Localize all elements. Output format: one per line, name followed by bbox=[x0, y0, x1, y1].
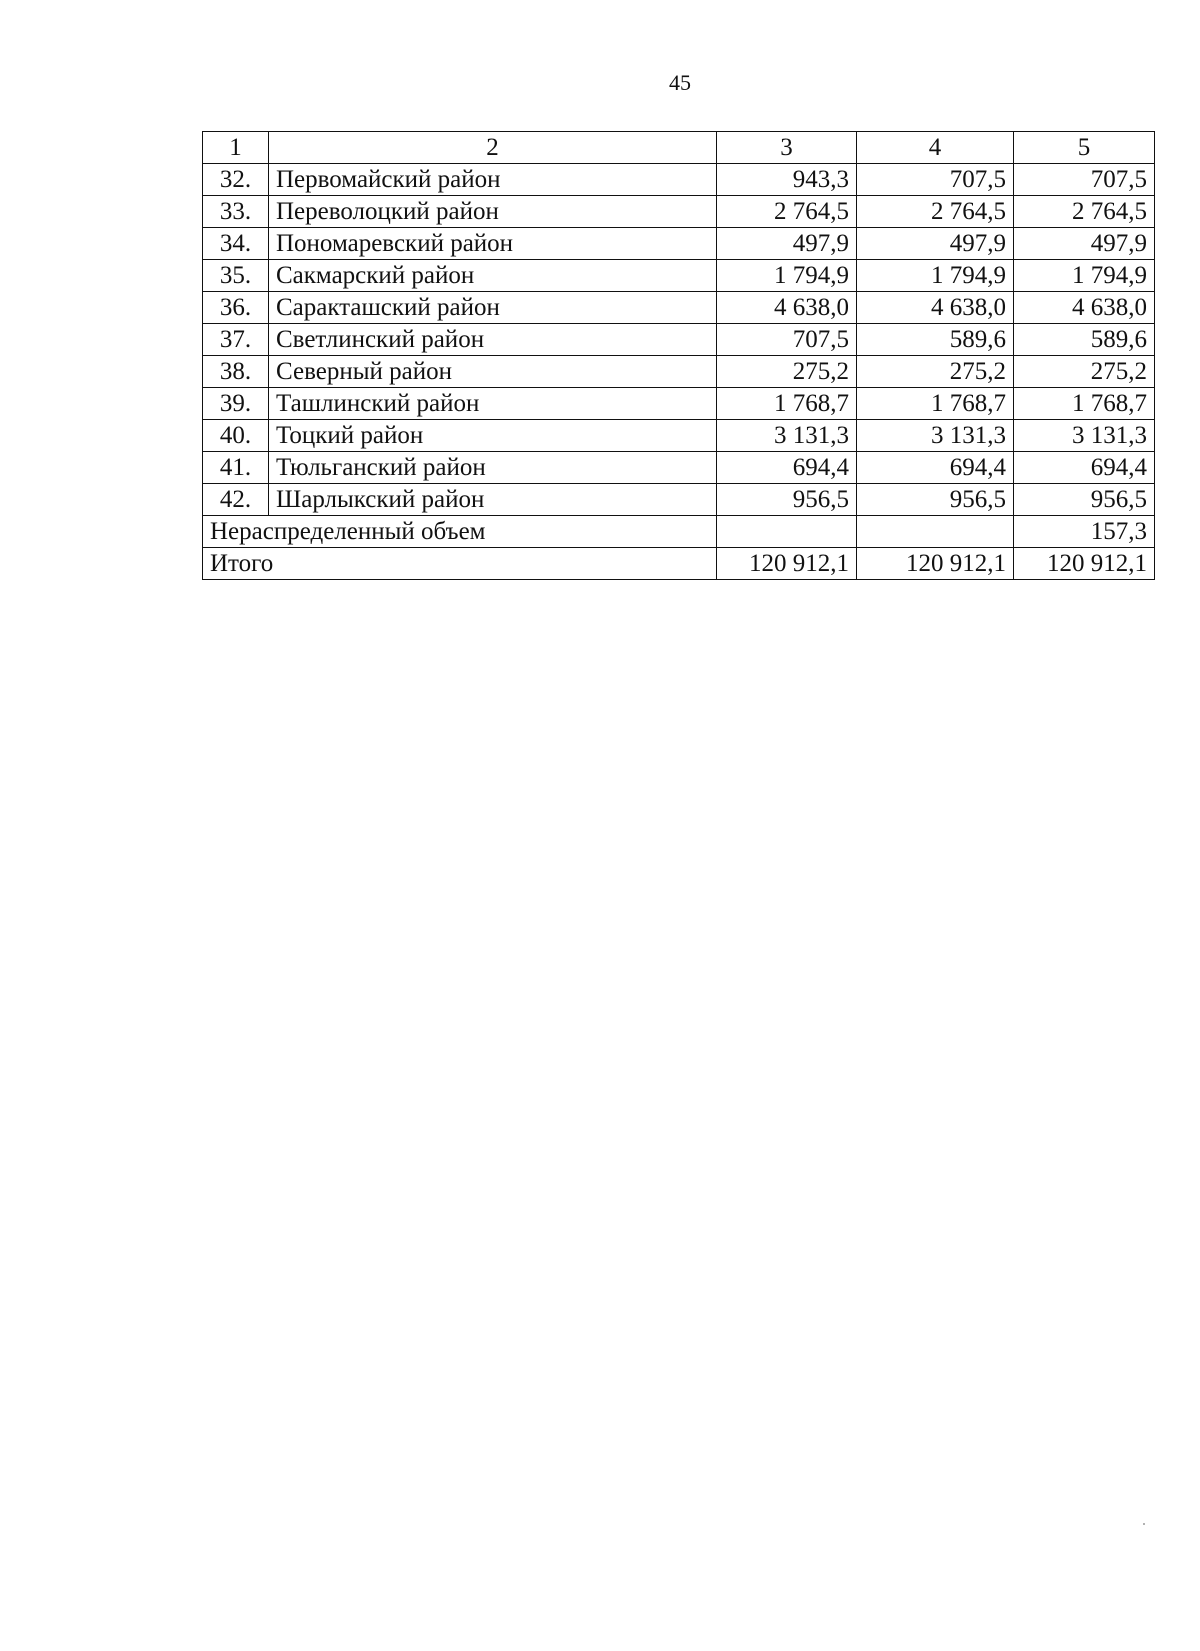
value-col-3: 275,2 bbox=[717, 356, 857, 388]
district-name: Сакмарский район bbox=[269, 260, 717, 292]
value-col-4: 589,6 bbox=[857, 324, 1014, 356]
district-name: Тюльганский район bbox=[269, 452, 717, 484]
value-col-5: 589,6 bbox=[1014, 324, 1155, 356]
table-row bbox=[203, 260, 1155, 292]
value-col-4: 694,4 bbox=[857, 452, 1014, 484]
page-number: 45 bbox=[669, 70, 691, 95]
value-col-3: 1 794,9 bbox=[717, 260, 857, 292]
district-name: Светлинский район bbox=[269, 324, 717, 356]
value-col-3: 3 131,3 bbox=[717, 420, 857, 452]
district-name: Тоцкий район bbox=[269, 420, 717, 452]
value-col-4: 4 638,0 bbox=[857, 292, 1014, 324]
unallocated-label: Нераспределенный объем bbox=[203, 516, 717, 548]
table-row bbox=[203, 388, 1155, 420]
table-row bbox=[203, 420, 1155, 452]
row-number: 41. bbox=[203, 452, 269, 484]
district-name: Ташлинский район bbox=[269, 388, 717, 420]
value-col-4: 956,5 bbox=[857, 484, 1014, 516]
row-number: 35. bbox=[203, 260, 269, 292]
value-col-4: 3 131,3 bbox=[857, 420, 1014, 452]
table-row bbox=[203, 452, 1155, 484]
row-number: 32. bbox=[203, 164, 269, 196]
total-row bbox=[203, 548, 1155, 580]
value-col-3: 707,5 bbox=[717, 324, 857, 356]
value-col-5: 497,9 bbox=[1014, 228, 1155, 260]
table-row bbox=[203, 228, 1155, 260]
value-col-4: 1 768,7 bbox=[857, 388, 1014, 420]
row-number: 34. bbox=[203, 228, 269, 260]
value-col-4: 275,2 bbox=[857, 356, 1014, 388]
row-number: 40. bbox=[203, 420, 269, 452]
value-col-3: 497,9 bbox=[717, 228, 857, 260]
total-col-3: 120 912,1 bbox=[717, 548, 857, 580]
value-col-3: 4 638,0 bbox=[717, 292, 857, 324]
value-col-4: 707,5 bbox=[857, 164, 1014, 196]
column-header-4: 4 bbox=[857, 132, 1014, 164]
row-number: 36. bbox=[203, 292, 269, 324]
row-number: 39. bbox=[203, 388, 269, 420]
scan-speck bbox=[1143, 1523, 1145, 1525]
allocation-table bbox=[202, 131, 1155, 580]
value-col-5: 1 794,9 bbox=[1014, 260, 1155, 292]
value-col-3: 943,3 bbox=[717, 164, 857, 196]
value-col-4: 2 764,5 bbox=[857, 196, 1014, 228]
value-col-5: 3 131,3 bbox=[1014, 420, 1155, 452]
column-header-2: 2 bbox=[269, 132, 717, 164]
value-col-5: 4 638,0 bbox=[1014, 292, 1155, 324]
column-header-3: 3 bbox=[717, 132, 857, 164]
row-number: 42. bbox=[203, 484, 269, 516]
value-col-5: 707,5 bbox=[1014, 164, 1155, 196]
total-col-5: 120 912,1 bbox=[1014, 548, 1155, 580]
table-row bbox=[203, 356, 1155, 388]
value-col-3: 2 764,5 bbox=[717, 196, 857, 228]
value-col-5: 956,5 bbox=[1014, 484, 1155, 516]
value-col-4: 1 794,9 bbox=[857, 260, 1014, 292]
value-col-5: 694,4 bbox=[1014, 452, 1155, 484]
total-col-4: 120 912,1 bbox=[857, 548, 1014, 580]
table-row bbox=[203, 196, 1155, 228]
unallocated-col-5: 157,3 bbox=[1014, 516, 1155, 548]
district-name: Саракташский район bbox=[269, 292, 717, 324]
district-name: Переволоцкий район bbox=[269, 196, 717, 228]
column-header-1: 1 bbox=[203, 132, 269, 164]
column-header-5: 5 bbox=[1014, 132, 1155, 164]
table-row bbox=[203, 292, 1155, 324]
unallocated-col-4 bbox=[857, 516, 1014, 548]
value-col-4: 497,9 bbox=[857, 228, 1014, 260]
value-col-3: 956,5 bbox=[717, 484, 857, 516]
table-row bbox=[203, 484, 1155, 516]
table-row bbox=[203, 164, 1155, 196]
district-name: Северный район bbox=[269, 356, 717, 388]
total-label: Итого bbox=[203, 548, 717, 580]
value-col-5: 1 768,7 bbox=[1014, 388, 1155, 420]
table-header-row bbox=[203, 132, 1155, 164]
district-name: Первомайский район bbox=[269, 164, 717, 196]
unallocated-col-3 bbox=[717, 516, 857, 548]
row-number: 33. bbox=[203, 196, 269, 228]
district-name: Шарлыкский район bbox=[269, 484, 717, 516]
value-col-5: 275,2 bbox=[1014, 356, 1155, 388]
table-row bbox=[203, 324, 1155, 356]
value-col-5: 2 764,5 bbox=[1014, 196, 1155, 228]
value-col-3: 1 768,7 bbox=[717, 388, 857, 420]
value-col-3: 694,4 bbox=[717, 452, 857, 484]
row-number: 38. bbox=[203, 356, 269, 388]
unallocated-row bbox=[203, 516, 1155, 548]
district-name: Пономаревский район bbox=[269, 228, 717, 260]
row-number: 37. bbox=[203, 324, 269, 356]
